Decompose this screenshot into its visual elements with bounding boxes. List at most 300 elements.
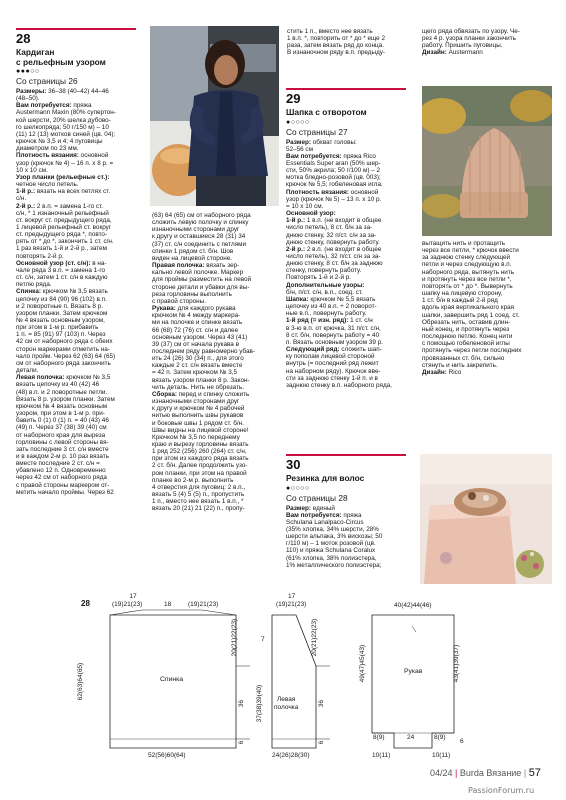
text-line-body: петлю ряда. (16, 281, 52, 289)
instructions-text (286, 139, 416, 389)
text-line (152, 255, 282, 262)
text-line-body: мотка бледно-розовой (цв. 003); (286, 174, 381, 182)
text-line (16, 167, 144, 174)
text-line-body: 52–56 см (286, 145, 313, 153)
front-bottom: 24(26)28(30) (272, 752, 310, 759)
front-name-2: полочка (274, 704, 299, 711)
text-line (287, 35, 422, 42)
text-line-body: 1% металлического полиэстера; (286, 561, 382, 569)
text-line (16, 102, 144, 109)
text-line (422, 49, 552, 56)
text-line-heading: Размер: (286, 504, 311, 512)
text-line (286, 139, 416, 146)
text-line-body: изнаночными сторонами друг (152, 226, 240, 234)
text-line-heading: Плотность вязания: (16, 152, 79, 160)
text-line-body: днюю стенку, повернуть работу. (286, 238, 380, 246)
text-line (16, 117, 144, 124)
text-line-body: горловины с левой стороны вя- (16, 438, 109, 446)
text-line (422, 269, 552, 276)
text-line-body: 42 см от наборного ряда с обеих (16, 338, 113, 346)
text-line (287, 49, 422, 56)
text-line-body: виден на лицевой стороне. (152, 254, 233, 262)
text-line-body: Швы видны на лицевой стороне! (152, 426, 249, 434)
text-line-body: Austermann (446, 49, 483, 57)
text-line (16, 253, 144, 260)
text-line-body: на наборном ряду). Крючок вве- (286, 367, 381, 375)
text-line-body: число петель), 8 ст. б/н за за- (286, 224, 373, 232)
section-title: Резинка для волос (286, 473, 365, 483)
text-line-body: кой шерсти, 20% шелка дубово- (16, 116, 111, 124)
text-line-body: 1 в.п. *, повторить от * до * еще 2 (287, 35, 385, 43)
text-line-body: ить 24 (26) 30 (34) п., для этого (152, 355, 244, 363)
text-line-body: обхват головы: (310, 138, 357, 146)
text-line-body: 36–38 (40–42) 44–46 (46, 88, 109, 95)
text-line-body: через 42 см от наборного ряда (16, 474, 107, 482)
back-top-a: 17 (129, 593, 137, 600)
text-line (152, 212, 282, 219)
text-line-heading: 1-й р.: (16, 188, 36, 196)
text-line-heading: Размеры: (16, 88, 47, 95)
text-line-body: основной (348, 188, 379, 196)
section-30-column (286, 454, 414, 569)
section-number: 29 (286, 88, 406, 106)
text-line-body: 2 ст. б/н. Далее продолжить узо- (152, 462, 248, 470)
text-line (152, 434, 282, 441)
from-page-link[interactable]: Со страницы 26 (16, 76, 78, 86)
issue-number: 04/24 (430, 768, 453, 778)
text-line (16, 381, 144, 388)
text-line (16, 260, 144, 267)
text-line-body: при этом из каждого ряда вязать (152, 455, 249, 463)
text-line-body: в на- (90, 259, 107, 267)
text-line (16, 374, 144, 381)
pattern-schematic (76, 593, 556, 766)
front-side-l2: 7 (261, 636, 265, 643)
text-line (286, 296, 416, 303)
text-line-body: изнаночными сторонами друг (152, 398, 240, 406)
text-line-heading: 1-й ряд (= изн. ряд): (286, 317, 349, 325)
text-line (16, 424, 144, 431)
text-line-body: = 42 п. Затем крючком № 3,5 (152, 369, 238, 377)
text-line (152, 241, 282, 248)
text-line (422, 240, 552, 247)
sleeve-bottom-l1: 8(9) (373, 734, 385, 741)
text-line-heading: Основной узор (ст. с/н): (16, 259, 91, 267)
page-footer: 04/24 | Burda Вязание | 57 (430, 767, 541, 779)
text-line-body: сти за заднюю стенку 1-й п. и в (286, 374, 378, 382)
text-line-body: вязать 20 (21) 21 (22) п., пропу- (152, 505, 245, 513)
text-line-body: и в каждом 2-м р. 10 раз вязать (16, 452, 110, 460)
text-line (152, 298, 282, 305)
text-line-body: крючком № 5,5 вязать (308, 295, 376, 303)
text-line-heading: Дизайн: (422, 368, 447, 376)
text-line (16, 474, 144, 481)
text-line-body: Обрезать нить, оставив длин- (422, 318, 511, 326)
text-line (287, 42, 422, 49)
text-line (152, 312, 282, 319)
text-line-body: убавлено 12 п. Одновременно (16, 467, 106, 475)
text-line-body: сложить левую полочку и спинку (152, 219, 249, 227)
sleeve-bottom-mid: 24 (407, 734, 415, 741)
text-line (152, 327, 282, 334)
text-line-body: 2 в.п. = замена 1-го ст. (35, 202, 104, 210)
text-line-body: пряжа Rico (341, 152, 376, 160)
text-line-body: чале ряда 3 в.п. = замена 1-го (16, 266, 106, 274)
text-line (16, 124, 144, 131)
text-line (286, 547, 414, 554)
page-number: 57 (528, 767, 541, 779)
text-line-body: Essentials Super aran (50% шер- (286, 159, 381, 167)
text-line-body: ром планки, при этом на правой (152, 469, 247, 477)
text-line (16, 453, 144, 460)
text-line-heading: 2-й р.: (16, 202, 36, 210)
text-line-body: 1 ст. с/н (348, 317, 373, 325)
hat-photo-image (422, 86, 552, 236)
text-line (16, 217, 144, 224)
text-line-body: диаметром по 23 мм. (16, 145, 79, 153)
text-line-body: (48–50). (16, 95, 40, 103)
text-line-heading: Плотность вязания: (286, 188, 349, 196)
text-line-body: краю и вырезу горловины вязать (152, 441, 249, 448)
text-line (286, 181, 416, 188)
text-line (16, 303, 144, 310)
text-line-body: каждые 2 ст. с/н вязать вместе (152, 362, 243, 370)
front-name-1: Левая (277, 696, 296, 703)
text-line (286, 512, 414, 519)
text-line-body: с правой стороны маркером от- (16, 481, 110, 489)
text-line-body: основным узором. Через 43 (41) (152, 333, 248, 341)
text-line-body: крючком № 3,5 (64, 374, 111, 382)
text-line (286, 232, 416, 239)
text-line-body: вязать цепочку из 40 (42) 46 (16, 381, 100, 389)
text-line-body: внутрь (= последний ряд лежит (286, 360, 379, 368)
text-line (16, 274, 144, 281)
section-title: Шапка с отворотом (286, 107, 367, 117)
text-line (286, 519, 414, 526)
text-line-body: наборного ряда, вытянуть нить (422, 268, 515, 276)
text-line (16, 210, 144, 217)
section-number: 30 (286, 454, 406, 472)
text-line-body: последнюю петлю. Конец нити (422, 333, 513, 341)
text-line (16, 324, 144, 331)
text-line (422, 297, 552, 304)
text-line (286, 196, 416, 203)
watermark: PassionForum.ru (468, 786, 535, 795)
back-top-a2: (19)21(23) (112, 601, 143, 608)
text-line (152, 334, 282, 341)
instructions-text-4 (422, 28, 552, 57)
text-line-body: узор (крючок № 5) – 13 п. x 10 р. (286, 195, 382, 203)
text-line-body: заднюю стенку в.п. наборного ряда, (286, 381, 392, 389)
back-top-b2: (19)21(23) (188, 601, 219, 608)
text-line-body: 1 лицевой рельефный ст. вокруг (16, 223, 112, 231)
text-line-body: узором, при этом в 1-м р. при- (16, 410, 105, 418)
difficulty-dots: ●●●○○ (16, 68, 40, 75)
text-line (152, 362, 282, 369)
text-line-body: стить 1 п., вместо нее вязать (287, 28, 373, 35)
text-line-body: ст. вокруг ст. предыдущего ряда, (16, 216, 112, 224)
text-line (16, 203, 144, 210)
section-number: 28 (16, 28, 136, 46)
text-line-body: 1 раз вязать 1-й и 2-й р., затем (16, 245, 107, 253)
text-line (16, 281, 144, 288)
text-line (16, 88, 144, 95)
text-line (422, 254, 552, 261)
text-line (152, 505, 282, 512)
text-line (152, 319, 282, 326)
text-line-body: ный конец, и протянуть через (422, 325, 510, 333)
text-line (286, 540, 414, 547)
text-line (152, 341, 282, 348)
text-line-body: для каждого рукава (175, 305, 236, 313)
text-line-body: (61% хлопка, 38% полиэстера, (286, 554, 377, 562)
text-line (16, 389, 144, 396)
text-line-body: Крючком № 3,5 по переднему (152, 433, 240, 441)
text-line (152, 233, 282, 240)
text-line (422, 362, 552, 369)
text-line (286, 203, 416, 210)
front-side-r2: 36 (318, 699, 326, 708)
text-line (422, 276, 552, 283)
text-line (287, 28, 422, 35)
sleeve-bottom-r2: 10(11) (432, 752, 451, 759)
text-line-body: к другу и крючком № 4 рабочей (152, 405, 245, 413)
text-line-body: 39 (37) см от начала рукава в (152, 340, 239, 348)
text-line (152, 369, 282, 376)
text-line-body: провязанных ст. б/н, сильно (422, 354, 505, 362)
text-line-body: см от наборного ряда закончить (16, 359, 111, 367)
text-line (16, 432, 144, 439)
text-line-body: повторять 2-й р. (16, 252, 64, 260)
text-line (16, 188, 144, 195)
text-line-body: узором планки. Затем крючком (16, 309, 108, 317)
text-line-body: с правой стороны. (152, 297, 206, 305)
instructions-text-2 (422, 240, 552, 376)
text-line-body: шапки, завершить ряд 1 соед. ст. (422, 311, 520, 319)
text-line-heading: Основной узор: (286, 210, 336, 218)
text-line (152, 219, 282, 226)
text-line (16, 195, 144, 202)
text-line (16, 138, 144, 145)
text-line-body: днюю стенку, 8 ст. б/н за заднюю (286, 260, 383, 268)
text-line-body: 1 п., вместо нее вязать 1 в.п., * (152, 498, 244, 506)
text-line (286, 555, 414, 562)
text-line-heading: Сборка: (152, 390, 177, 398)
text-line (422, 304, 552, 311)
text-line (422, 28, 552, 35)
text-line-body: с помощью гобеленовой иглы (422, 340, 510, 348)
text-line (16, 489, 144, 496)
difficulty-dots: ●○○○○ (286, 118, 310, 126)
text-line (16, 338, 144, 345)
text-line-body: = 10 x 10 см. (286, 202, 324, 210)
instructions-text-2 (152, 212, 282, 513)
text-line-body: Schulana Lanalpaco-Circus (286, 518, 364, 526)
text-line (16, 346, 144, 353)
text-line-body: п. Вязать основным узором 39 р. (286, 338, 383, 346)
text-line-body: сти, 50% акрила; 50 г/100 м) – 2 (286, 167, 381, 175)
text-line-body: раза, затем вязать ряд до конца. (287, 42, 384, 50)
sleeve-piece (372, 615, 454, 748)
text-line (152, 462, 282, 469)
text-line (286, 562, 414, 569)
text-line (152, 305, 282, 312)
text-line-body: четное число петель. (16, 181, 79, 189)
front-side-left: 37(38)39(40) (256, 684, 264, 723)
text-line-body: ми на полочке и спинке вязать (152, 319, 243, 327)
text-line-body: 4 отверстия для пуговиц: 2 в.п., (152, 483, 246, 491)
section-28-continued (152, 212, 282, 513)
from-page-link[interactable]: Со страницы 27 (286, 126, 348, 137)
text-line (16, 231, 144, 238)
sleeve-side-left: 49(47)45(43) (359, 644, 367, 683)
text-line-body: единый (310, 504, 335, 512)
text-line-heading: 1-й р.: (286, 217, 306, 225)
text-line-body: вязать узором планки 8 р. Закон- (152, 376, 250, 384)
text-line-body: (35% хлопка, 34% шерсти, 28% (286, 525, 379, 533)
scrunchie-photo-image (420, 454, 552, 584)
text-line-body: протянуть через петли последних (422, 347, 522, 355)
text-line-heading: 2-й р.: (286, 245, 306, 253)
text-line-body: чить деталь. Нить не обрезать. (152, 383, 244, 391)
hat-photo (422, 86, 552, 236)
text-line-body: крючком № 4 между маркера- (152, 312, 241, 320)
text-line (286, 153, 416, 160)
text-line-heading: Вам потребуется: (286, 511, 342, 519)
cardigan-photo-image (150, 26, 279, 206)
text-line-body: работу. Пришить пуговицы. (422, 42, 503, 50)
text-line-body: стянуть и нить закрепить. (422, 361, 498, 369)
text-line-body: от наборного края для выреза (16, 431, 106, 439)
front-side-r1: 20(21)22(23) (311, 618, 319, 657)
text-line-body: в 3-ю в.п. от крючка, 31 п/ст. с/н, (286, 324, 381, 332)
text-line-body: вдоль края вертикального края (422, 304, 515, 312)
text-line-body: 8 ст. б/н, повернуть работу = 40 (286, 331, 380, 339)
text-line-body: ст. предыдущего ряда *, повто- (16, 231, 108, 239)
text-line-body: (63) 64 (65) см от наборного ряда (152, 212, 251, 219)
text-line-body: при этом в 1-м р. прибавить (16, 324, 99, 332)
text-line-heading: Рукава: (152, 305, 176, 313)
text-line-body: го шелкопряда; 50 г/150 м) – 10 (16, 123, 109, 131)
text-line-body: крючком № 3,5 вязать (40, 288, 108, 296)
text-line-body: шапку на лицевую сторону, (422, 290, 503, 298)
text-line-body: зать последние 3 ст. с/н вместе (16, 445, 109, 453)
text-line (422, 261, 552, 268)
sleeve-bottom-r1: 8(9) (434, 734, 446, 741)
scrunchie-photo (420, 454, 552, 584)
text-line (286, 282, 416, 289)
back-side-left: 62(63)64(65) (77, 662, 85, 701)
text-line-body: сложить шап- (339, 346, 382, 354)
text-line-body: детали. (16, 367, 39, 375)
cardigan-photo (150, 26, 279, 206)
text-line (152, 391, 282, 398)
front-top-a2: (19)21(23) (276, 601, 307, 608)
text-line (152, 384, 282, 391)
back-side-r1: 20(21)22(23) (231, 618, 239, 657)
text-line (152, 420, 282, 427)
text-line-body: 1 в.п. (не входит в общее (305, 217, 382, 225)
text-line (16, 296, 144, 303)
text-line-body: и протянуть через все петли *, (422, 275, 512, 283)
text-line (286, 360, 416, 367)
text-line-body: цепочку из 84 (90) 96 (102) в.п. (16, 295, 107, 303)
text-line-body: бавить 0 (1) 0 (1) п. = 40 (43) 46 (16, 417, 109, 425)
text-line (16, 310, 144, 317)
text-line-body: г/110 м) – 1 моток розовой (цв. (286, 540, 376, 548)
text-line-body: за заднюю стенку следующей (422, 254, 511, 262)
text-line-heading: Правая полочка: (152, 262, 205, 270)
back-side-r3: 6 (238, 740, 246, 745)
text-line-heading: Вам потребуется: (286, 152, 342, 160)
text-line-body: 2 в.п. (не входит в общее (305, 245, 382, 253)
title-line-2: с рельефным узором (16, 56, 106, 67)
text-line-body: кально левой полочке. Маркер (152, 269, 244, 277)
separator: | (523, 768, 529, 778)
text-line (16, 367, 144, 374)
text-line (286, 239, 416, 246)
text-line-body: 110) и пряжа Schulana Coralux (286, 547, 376, 555)
back-top-b: 18 (164, 601, 172, 608)
text-line-body: и боковые швы 1 рядом ст. б/н. (152, 419, 244, 427)
text-line (16, 109, 144, 116)
sleeve-top: 40(42)44(46) (394, 602, 432, 609)
text-line-body: ные в.п., повернуть работу. (286, 310, 367, 318)
text-line (152, 405, 282, 412)
text-line (286, 289, 416, 296)
text-line (16, 360, 144, 367)
text-line (422, 355, 552, 362)
text-line-body: стороне детали и убавки для вы- (152, 283, 250, 291)
front-side-r3: 6 (318, 740, 326, 745)
text-line (16, 353, 144, 360)
text-line (152, 477, 282, 484)
text-line-body: В изнаночном ряду в.п. предыду- (287, 49, 386, 57)
text-line (286, 246, 416, 253)
text-line-body: рять от * до *, закончить 1 ст. с/н. (16, 238, 114, 246)
from-page-link[interactable]: Со страницы 28 (286, 492, 348, 503)
title-line-1: Кардиган (16, 47, 55, 57)
text-line-body: Rico (446, 368, 462, 376)
text-line-body: вязать зер- (204, 262, 240, 270)
text-line (152, 226, 282, 233)
magazine-name: Burda Вязание (459, 768, 522, 778)
text-line-body: пряжа (341, 511, 362, 519)
text-line-body: 66 (68) 72 (76) ст. с/н и далее (152, 326, 239, 334)
text-line (422, 319, 552, 326)
text-line-body: пряжа (71, 102, 92, 110)
front-top-a: 17 (288, 593, 296, 600)
text-line-body: 1 ст. б/н в каждый 2-й ряд (422, 297, 498, 305)
text-line (152, 248, 282, 255)
text-line (422, 347, 552, 354)
text-line-body: № 4 вязать основным узором, (16, 317, 105, 324)
back-bottom: 52(56)60(64) (148, 752, 186, 759)
section-28-column (16, 28, 144, 496)
text-line (152, 291, 282, 298)
text-line-body: (48) в.п. и 2 поворотные петли. (16, 388, 108, 396)
text-line-body: последнем ряду равномерно убав- (152, 347, 256, 355)
text-line-body: повторять от * до *. Вывернуть (422, 282, 513, 290)
text-line (16, 152, 144, 159)
text-line (422, 326, 552, 333)
text-line (152, 284, 282, 291)
text-line-heading: Спинка: (16, 288, 41, 296)
text-line-heading: Следующий ряд: (286, 346, 340, 354)
text-line (16, 403, 144, 410)
text-line-body: с/н, * 1 изнаночный рельефный (16, 209, 109, 217)
text-line-body: основной (78, 152, 109, 160)
